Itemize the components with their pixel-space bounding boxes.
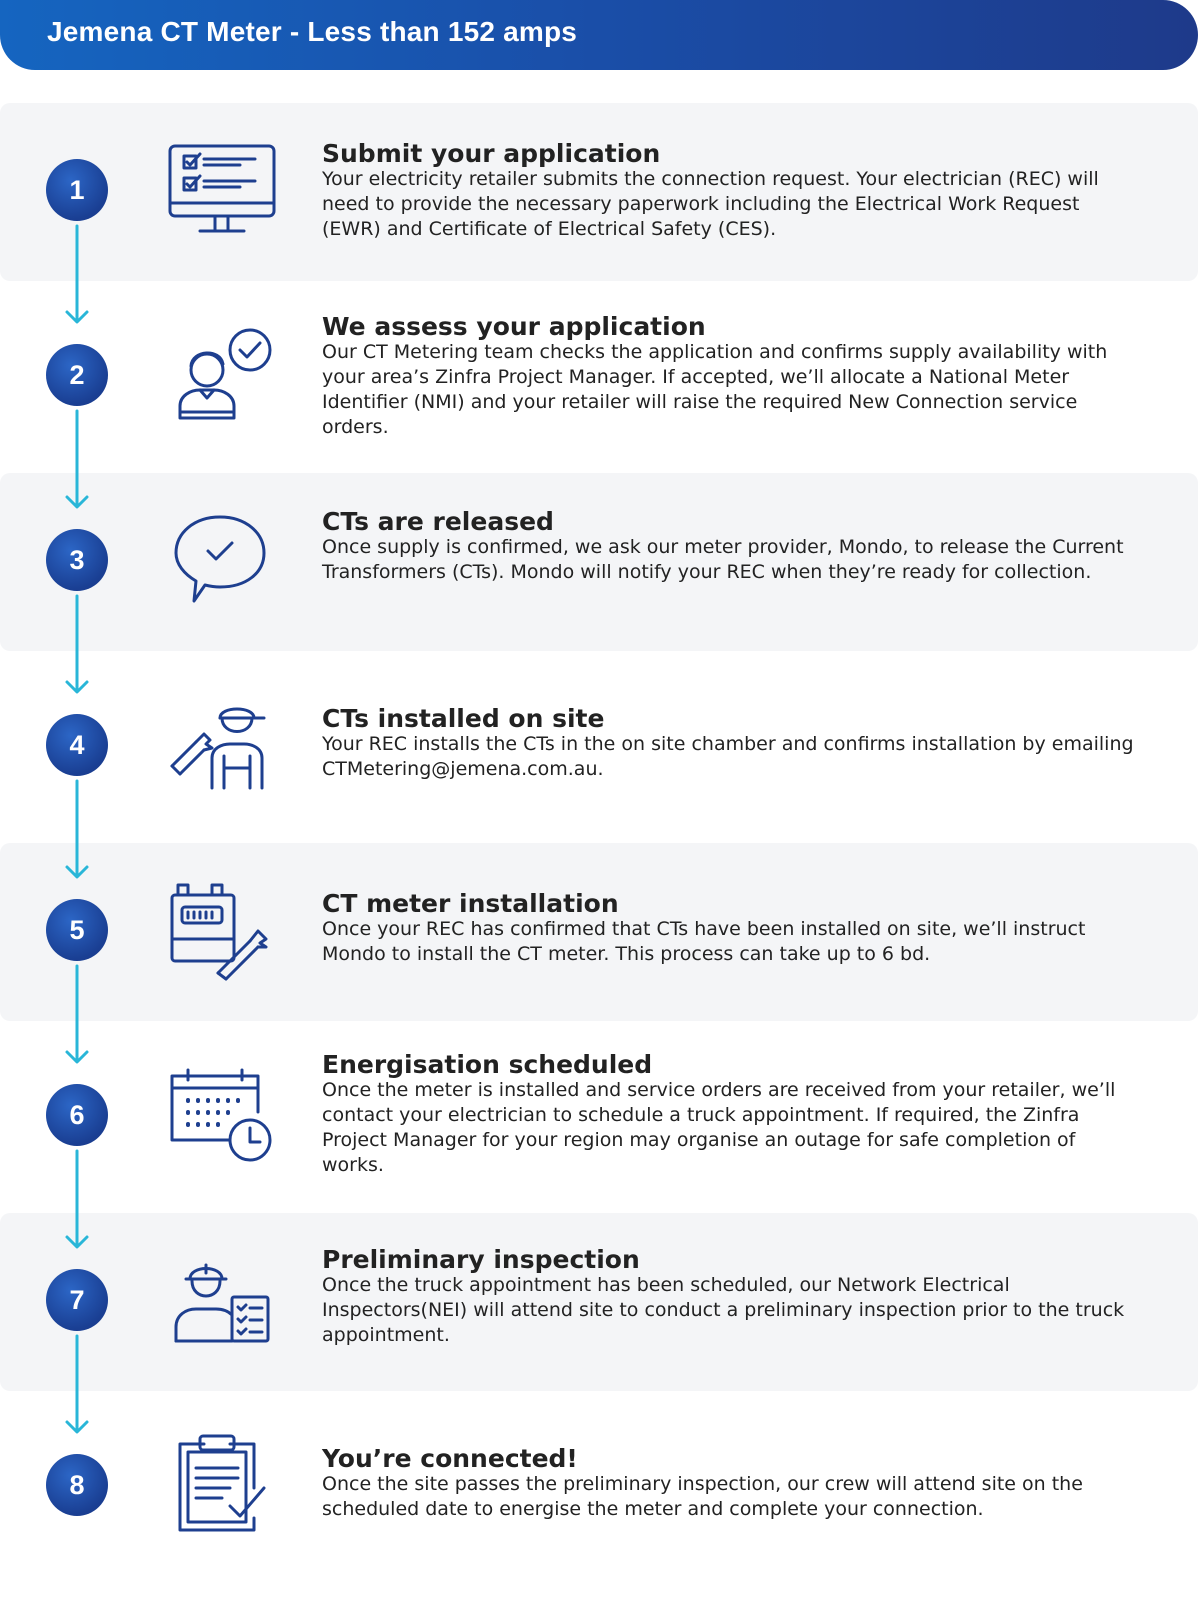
calendar-clock-icon: [160, 1066, 280, 1166]
step-number-badge: 5: [46, 899, 108, 961]
step-number-badge: 6: [46, 1084, 108, 1146]
worker-wrench-icon: [160, 696, 280, 796]
process-step: [0, 473, 1200, 664]
process-step: [0, 288, 1200, 479]
step-description: Once the meter is installed and service orders are received from your retailer, we’ll contact your electrician to schedule a truck appointment. If required, the Zinfra Project Manager for your region may organise an outage for safe completion of works.: [322, 1079, 1116, 1176]
process-step: [0, 1398, 1200, 1589]
step-title: Preliminary inspection: [322, 1245, 640, 1274]
step-title: You’re connected!: [322, 1444, 578, 1473]
step-number-badge: 8: [46, 1454, 108, 1516]
step-title: Energisation scheduled: [322, 1050, 653, 1079]
step-description: Once supply is confirmed, we ask our meter provider, Mondo, to release the Current Transformers (CTs). Mondo will notify your REC when they’re ready for collection.: [322, 536, 1124, 583]
step-number-badge: 4: [46, 714, 108, 776]
step-title: CT meter installation: [322, 889, 619, 918]
step-number-badge: 3: [46, 529, 108, 591]
page-title: Jemena CT Meter - Less than 152 amps: [47, 16, 578, 47]
header-banner: [0, 0, 1198, 70]
step-description: Our CT Metering team checks the application and confirms supply availability with your area’s Zinfra Project Manager. If accepted, we’ll allocate a National Meter Identifier (NMI) and your retailer will raise the required New Connection service orders.: [322, 341, 1108, 438]
speech-bubble-check-icon: [160, 511, 280, 611]
process-step: [0, 103, 1200, 294]
step-description: Once the site passes the preliminary inspection, our crew will attend site on the scheduled date to energise the meter and complete your connection.: [322, 1473, 1083, 1520]
process-step: [0, 1028, 1200, 1219]
step-number-badge: 2: [46, 344, 108, 406]
inspector-checklist-icon: [160, 1251, 280, 1351]
meter-wrench-icon: [160, 881, 280, 981]
process-step: [0, 658, 1200, 849]
step-title: CTs installed on site: [322, 704, 605, 733]
step-title: We assess your application: [322, 312, 706, 341]
step-number-badge: 7: [46, 1269, 108, 1331]
person-check-icon: [160, 326, 280, 426]
step-description: Once your REC has confirmed that CTs have been installed on site, we’ll instruct Mondo to install the CT meter. This process can take up to 6 bd.: [322, 918, 1086, 965]
clipboard-check-icon: [160, 1434, 280, 1534]
process-step: [0, 843, 1200, 1034]
computer-checklist-icon: [160, 141, 280, 241]
step-number-badge: 1: [46, 159, 108, 221]
step-description: Once the truck appointment has been scheduled, our Network Electrical Inspectors(NEI) will attend site to conduct a preliminary inspection prior to the truck appointment.: [322, 1274, 1125, 1346]
process-step: [0, 1213, 1200, 1404]
step-description: Your electricity retailer submits the connection request. Your electrician (REC) will need to provide the necessary paperwork including the Electrical Work Request (EWR) and Certificate of Electrical Safety (CES).: [322, 168, 1099, 240]
step-title: CTs are released: [322, 507, 554, 536]
step-description: Your REC installs the CTs in the on site chamber and confirms installation by emailing CTMetering@jemena.com.au.: [322, 733, 1134, 780]
step-title: Submit your application: [322, 139, 661, 168]
